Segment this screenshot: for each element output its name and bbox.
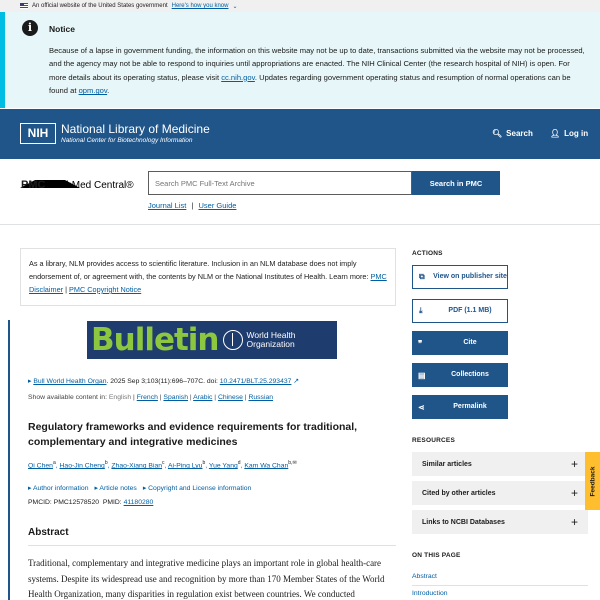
on-this-page-heading: ON THIS PAGE (412, 552, 461, 559)
ncbi-subtitle: National Center for Biotechnology Information (61, 137, 193, 144)
article-ids: PMCID: PMC12578520 PMID: 41180280 (28, 499, 154, 506)
lang-spanish[interactable]: Spanish (163, 394, 188, 401)
external-link-icon: ⧉ (419, 272, 425, 281)
author-information-toggle[interactable]: ▸ Author information (28, 485, 89, 492)
bulletin-wordmark: Bulletin (91, 322, 219, 358)
actions-heading: ACTIONS (412, 250, 443, 257)
search-input[interactable] (148, 171, 412, 195)
toc-abstract-link[interactable]: Abstract (412, 573, 437, 580)
opm-link[interactable]: opm.gov (78, 86, 108, 96)
cite-button[interactable]: ❞ Cite (412, 331, 508, 355)
notice-title: Notice (49, 24, 75, 34)
citation: ▸ Bull World Health Organ. 2025 Sep 3;103(11):696–707C. doi: 10.2471/BLT.25.293437 ↗ (28, 378, 300, 385)
login-button[interactable]: 👤︎ Log in (550, 129, 589, 138)
feedback-tab[interactable]: Feedback (585, 452, 600, 510)
external-link-icon: ↗ (291, 378, 300, 385)
notice-body: Because of a lapse in government funding, the information on this website may not be up to date, transactions submitted via the website may not be processed, and the agency may not be able to respond to inquiries until appropriations are enacted. The NIH Clinical Center (the research hospital of NIH) is open. For more details about its operating status, please visit cc.nih.gov. Updates regarding government operating status and resumption of normal operations can be found at opm.gov. (49, 46, 585, 96)
pmc-copyright-link[interactable]: PMC Copyright Notice (69, 285, 142, 294)
author-list: Qi Chen$^a$, Hao-Jin Cheng$^b$, Zhao-Xiang Bian$^c$, Ai-Ping Lyu$^b$, Yue Yang$^d$, Kam Wa Chan$^{b,✉}$ (28, 460, 297, 470)
cited-by-toggle[interactable]: Cited by other articles + (412, 481, 588, 505)
journal-list-link[interactable]: Journal List (148, 201, 187, 210)
plus-icon: + (570, 457, 578, 471)
divider (0, 224, 600, 225)
article-notes-toggle[interactable]: ▸ Article notes (94, 485, 137, 492)
plus-icon: + (570, 486, 578, 500)
article-title: Regulatory frameworks and evidence requirements for traditional, complementary and integrative medicines (28, 421, 358, 448)
ncbi-databases-toggle[interactable]: Links to NCBI Databases + (412, 510, 588, 534)
available-languages: Show available content in: English | French | Spanish | Arabic | Chinese | Russian (28, 394, 274, 401)
resources-heading: RESOURCES (412, 437, 455, 444)
permalink-button[interactable]: ⋖ Permalink (412, 395, 508, 419)
lang-chinese[interactable]: Chinese (217, 394, 243, 401)
divider (412, 585, 588, 586)
who-emblem-icon (223, 330, 243, 350)
quote-icon: ❞ (418, 338, 423, 348)
pmc-disclaimer-link[interactable]: PMC Disclaimer (29, 272, 387, 294)
author-link[interactable]: Kam Wa Chan (244, 462, 289, 470)
chevron-down-icon[interactable]: ⌄ (232, 3, 238, 10)
lang-arabic[interactable]: Arabic (193, 394, 213, 401)
similar-articles-toggle[interactable]: Similar articles + (412, 452, 588, 476)
journal-link[interactable]: Bull World Health Organ (33, 378, 107, 385)
pdf-button[interactable]: ⤓ PDF (1.1 MB) (412, 299, 508, 323)
toc-introduction-link[interactable]: Introduction (412, 590, 448, 597)
heres-how-you-know-link[interactable]: Here's how you know (171, 3, 229, 9)
doi-link[interactable]: 10.2471/BLT.25.293437 (219, 378, 292, 385)
us-flag-icon (20, 3, 28, 9)
gov-banner-text: An official website of the United States government (32, 3, 168, 9)
divider (28, 545, 396, 546)
share-icon: ⋖ (418, 402, 425, 412)
journal-banner[interactable] (87, 321, 337, 359)
header-search-button[interactable]: 🔍︎ Search (492, 129, 533, 138)
search-in-pmc-button[interactable]: Search in PMC (412, 171, 500, 195)
copyright-toggle[interactable]: ▸ Copyright and License information (142, 485, 252, 492)
plus-icon: + (570, 515, 578, 529)
collections-icon: ▤ (418, 370, 426, 380)
user-guide-link[interactable]: User Guide (198, 201, 237, 210)
cc-nih-link[interactable]: cc.nih.gov (221, 72, 255, 82)
article-accent-bar (8, 320, 10, 600)
user-icon: 👤︎ (550, 129, 561, 138)
who-name: World Health Organization (246, 330, 296, 349)
author-link[interactable]: Zhao-Xiang Bian (111, 462, 163, 470)
collections-button[interactable]: ▤ Collections (412, 363, 508, 387)
lang-french[interactable]: French (136, 394, 158, 401)
pmid-link[interactable]: 41180280 (123, 499, 154, 506)
article-meta-links (28, 484, 251, 492)
notice-banner (0, 12, 600, 108)
view-on-publisher-button[interactable]: ⧉ View on publisher site (412, 265, 508, 289)
author-link[interactable]: Ai-Ping Lyu (167, 462, 203, 470)
author-link[interactable]: Qi Chen (28, 462, 53, 470)
search-icon: 🔍︎ (492, 129, 503, 138)
info-icon: i (22, 20, 38, 36)
lang-russian[interactable]: Russian (248, 394, 274, 401)
pmc-logo[interactable] (20, 172, 134, 194)
nih-logo[interactable]: NIH (20, 123, 56, 144)
author-link[interactable]: Hao-Jin Cheng (59, 462, 105, 470)
pmc-name: PubMed Central® (54, 180, 134, 191)
lang-english: English (108, 394, 132, 401)
search-links: Journal List | User Guide (148, 201, 237, 210)
library-disclaimer: As a library, NLM provides access to scientific literature. Inclusion in an NLM database does not imply endorsement of, or agreement with, the contents by NLM or the National Institutes of Health. Learn more: PMC Disclaimer | PMC Copyright Notice (20, 248, 396, 306)
download-icon: ⤓ (419, 306, 423, 315)
abstract-text: Traditional, complementary and integrative medicine plays an important role in global health-care systems. Despite its widespread use and recognition by more than 170 Member States of the World Health Organization, many disparities in regulation exist between countries. We conducted (28, 558, 385, 599)
author-link[interactable]: Yue Yang (208, 462, 238, 470)
abstract-heading: Abstract (28, 527, 69, 538)
pmc-roof-icon: PMC (20, 172, 50, 194)
nlm-title[interactable]: National Library of Medicine (61, 122, 210, 136)
gov-banner (0, 0, 600, 12)
